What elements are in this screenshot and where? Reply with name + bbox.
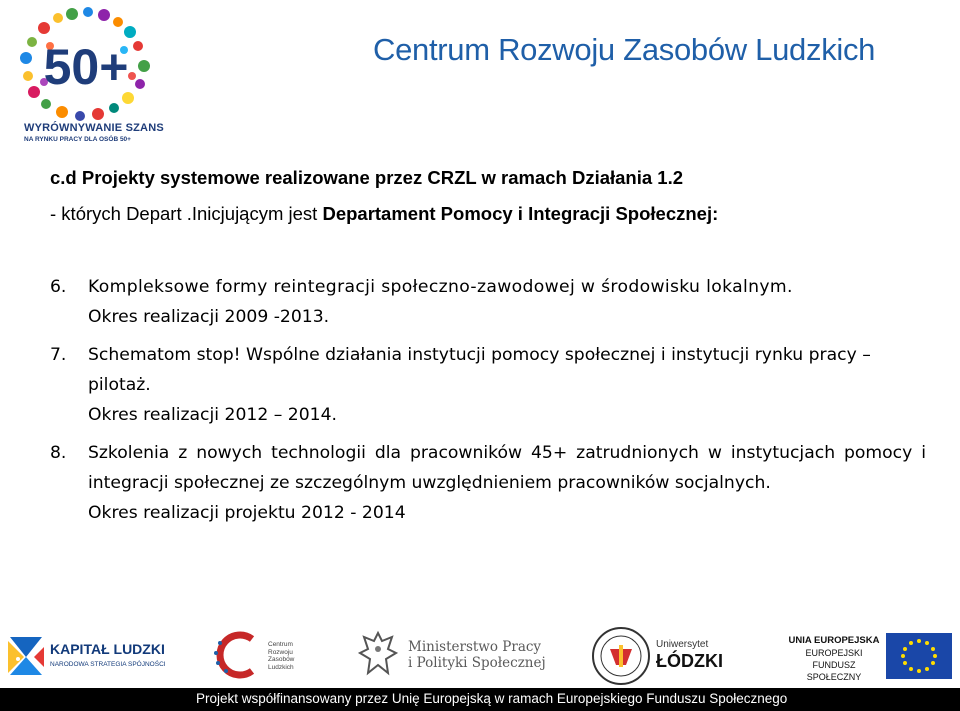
crzl-line: Zasobów: [268, 656, 295, 663]
eu-line: FUNDUSZ SPOŁECZNY: [806, 660, 862, 682]
university-label: Uniwersytet: [656, 639, 709, 650]
logo-caption: WYRÓWNYWANIE SZANS: [24, 122, 164, 134]
crzl-line: Centrum: [268, 641, 293, 648]
crzl-logo-text: [268, 641, 294, 671]
crzl-logo: [212, 629, 332, 685]
item-text: Szkolenia z nowych technologii dla pracowników 45+ zatrudnionych w instytucjach pomocy i integracji społecznej ze szczególnym uwzględnieniem pracowników socjalnych.: [88, 443, 926, 493]
item-text: Kompleksowe formy reintegracji społeczno-zawodowej w środowisku lokalnym.: [88, 277, 793, 297]
item-number: 8.: [50, 443, 67, 463]
logo-number: 50+: [43, 39, 129, 95]
item-period: Okres realizacji 2009 -2013.: [88, 307, 330, 327]
list-item: [50, 340, 926, 430]
eu-line: EUROPEJSKI: [805, 648, 863, 658]
eu-line: UNIA EUROPEJSKA: [788, 635, 880, 646]
crzl-line: Rozwoju: [268, 648, 293, 656]
eu-flag-icon: [886, 633, 952, 679]
kapital-ludzki-logo: [6, 635, 166, 677]
section-heading: c.d Projekty systemowe realizowane przez CRZL w ramach Działania 1.2: [50, 167, 684, 188]
ministry-name: [408, 639, 546, 671]
project-list: [50, 272, 926, 536]
university-name: ŁÓDZKI: [656, 651, 723, 671]
item-period: Okres realizacji projektu 2012 - 2014: [88, 503, 406, 523]
eagle-emblem-icon: [358, 629, 398, 679]
subheading-prefix: - których Depart .Inicjującym jest: [50, 203, 323, 224]
logo-subcaption: NA RYNKU PRACY DLA OSÓB 50+: [24, 136, 131, 143]
section-subheading: [50, 203, 718, 225]
kapital-ludzki-subtitle: NARODOWA STRATEGIA SPÓJNOŚCI: [50, 661, 166, 668]
ministry-line: i Polityki Społecznej: [408, 655, 546, 671]
kapital-ludzki-emblem-icon: [6, 635, 46, 677]
cofinancing-text: Projekt współfinansowany przez Unię Europejską w ramach Europejskiego Funduszu Społecznego: [196, 691, 788, 706]
crzl-line: Ludzkich: [268, 663, 294, 671]
crzl-emblem-icon: [212, 629, 266, 681]
item-number: 6.: [50, 277, 67, 297]
footer-logos: [0, 625, 960, 687]
page-title: Centrum Rozwoju Zasobów Ludzkich: [373, 32, 876, 67]
people-cloud-icon: [14, 6, 164, 124]
eu-text: [788, 635, 880, 683]
university-seal-icon: [590, 625, 652, 687]
list-item: [50, 272, 926, 332]
university-logo: [590, 625, 740, 687]
cofinancing-bar: [0, 688, 960, 711]
ministry-logo: [358, 629, 548, 685]
ministry-line: Ministerstwo Pracy: [408, 639, 542, 655]
item-text: Schematom stop! Wspólne działania instytucji pomocy społecznej i instytucji rynku pracy – pilotaż.: [88, 345, 871, 395]
subheading-department: Departament Pomocy i Integracji Społecznej:: [322, 203, 719, 224]
item-number: 7.: [50, 345, 67, 365]
list-item: [50, 438, 926, 528]
eu-logo: [786, 633, 956, 681]
item-period: Okres realizacji 2012 – 2014.: [88, 405, 337, 425]
kapital-ludzki-name: KAPITAŁ LUDZKI: [50, 641, 165, 657]
